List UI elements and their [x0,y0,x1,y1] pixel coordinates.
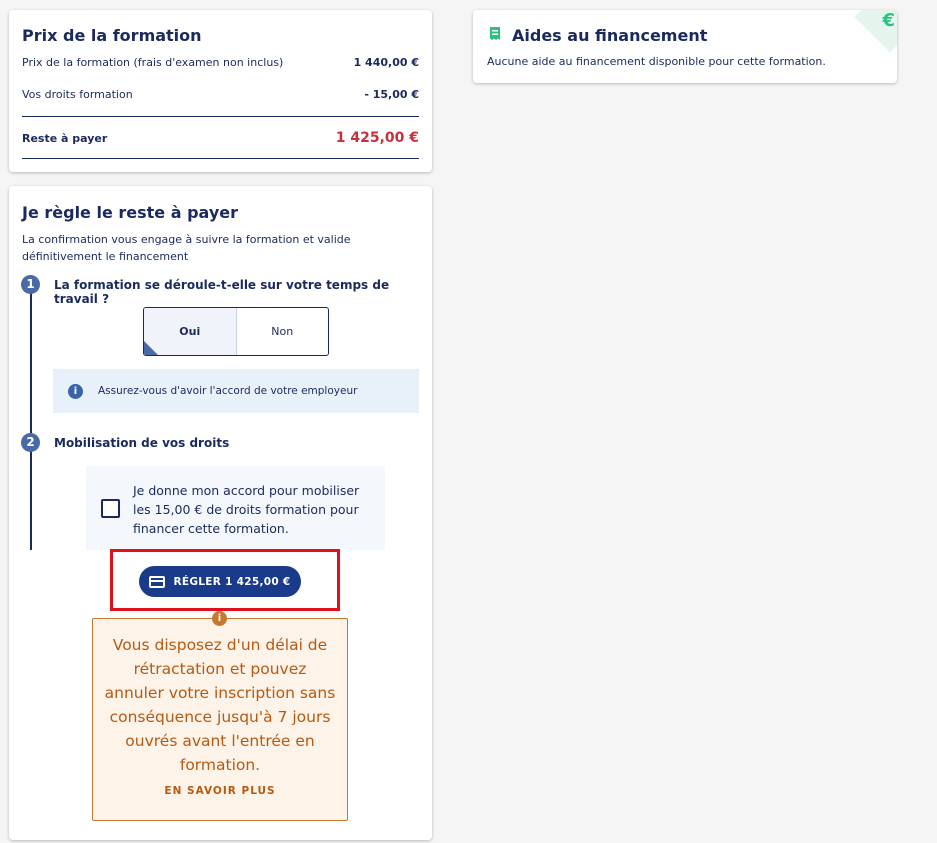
price-row-total [22,130,419,146]
consent-box [86,466,385,550]
payment-intro: La confirmation vous engage à suivre la formation et valide définitivement le financement [22,233,351,263]
consent-label: Je donne mon accord pour mobiliser les 15,00 € de droits formation pour financer cette formation. [133,483,360,536]
consent-checkbox[interactable] [101,499,120,518]
steps-timeline [30,282,32,550]
payment-card [9,186,432,840]
divider [22,116,419,117]
option-non-button[interactable]: Non [271,325,294,338]
funding-card-title: Aides au financement [512,26,708,45]
receipt-icon [489,26,501,41]
step-number-2: 2 [21,433,40,452]
work-time-question: La formation se déroule-t-elle sur votre temps de travail ? [54,278,390,306]
total-label: Reste à payer [22,131,108,145]
rights-step-title: Mobilisation de vos droits [54,436,230,450]
price-row-rights [22,88,419,101]
euro-icon: € [882,10,895,31]
funding-card [473,10,897,83]
pay-button[interactable] [139,566,301,597]
withdrawal-notice [92,618,348,821]
rights-label: Vos droits formation [22,88,133,101]
total-value: 1 425,00 € [335,130,419,146]
warning-info-icon: i [212,611,227,626]
price-label: Prix de la formation (frais d'examen non inclus) [22,56,284,69]
step-number-1: 1 [21,275,40,294]
payment-title: Je règle le reste à payer [22,203,239,222]
info-icon: i [68,384,83,399]
price-row-formation [22,56,419,69]
credit-card-icon [149,576,165,588]
divider [22,158,419,159]
employer-info-banner [53,369,419,413]
price-value: 1 440,00 € [353,56,419,69]
rights-value: - 15,00 € [364,88,419,101]
work-time-toggle [143,307,329,356]
withdrawal-notice-text: Vous disposez d'un délai de rétractation et pouvez annuler votre inscription sans conséquence jusqu'à 7 jours ouvrés avant l'entrée en formation. [104,636,336,774]
pay-button-label: RÉGLER 1 425,00 € [173,575,291,588]
option-oui-button[interactable]: Oui [144,308,237,355]
funding-text: Aucune aide au financement disponible pour cette formation. [487,55,826,68]
price-card-title: Prix de la formation [22,26,202,45]
learn-more-link[interactable]: EN SAVOIR PLUS [164,785,276,797]
price-card [9,10,432,172]
employer-info-text: Assurez-vous d'avoir l'accord de votre employeur [98,385,358,397]
